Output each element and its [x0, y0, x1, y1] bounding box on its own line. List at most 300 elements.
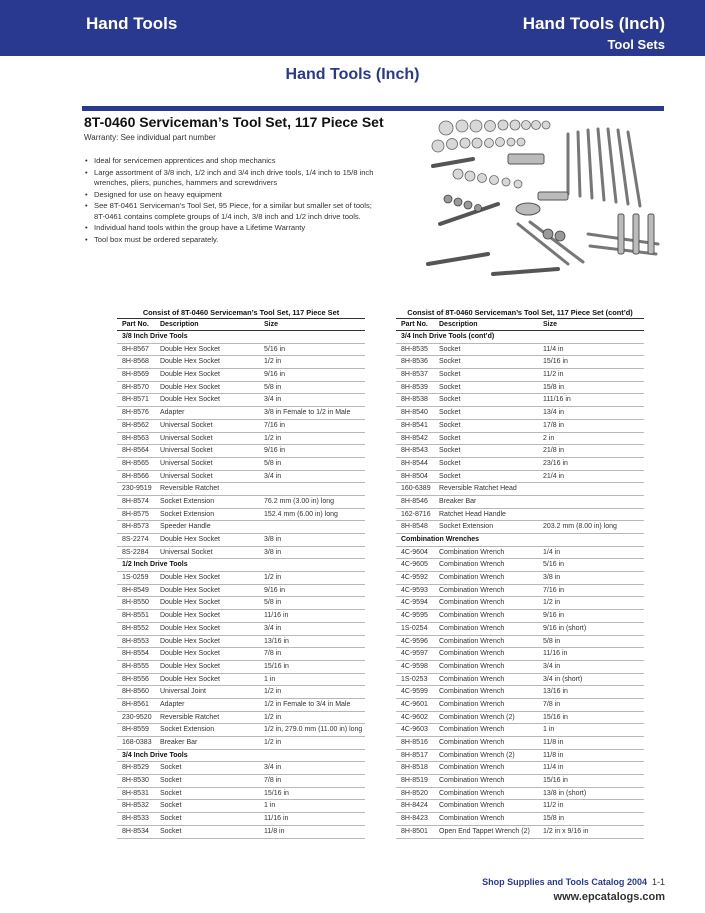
table-row	[117, 433, 365, 446]
description-cell: Universal Socket	[160, 548, 213, 556]
size-cell: 5/16 in	[543, 561, 565, 569]
part-number-cell: 8H-8517	[401, 751, 428, 759]
table-row	[396, 724, 644, 737]
size-cell: 21/4 in	[543, 472, 565, 480]
table-header	[117, 319, 365, 331]
table-row	[396, 471, 644, 484]
table-row	[396, 775, 644, 788]
description-cell: Combination Wrench	[439, 764, 505, 772]
part-number-cell: 4C-9602	[401, 713, 428, 721]
description-cell: Socket	[439, 409, 461, 417]
table-row	[396, 344, 644, 357]
size-cell: 3/8 in	[543, 574, 561, 582]
part-number-cell: 4C-9598	[401, 662, 428, 670]
part-number-cell: 8H-8520	[401, 789, 428, 797]
size-cell: 1/4 in	[543, 548, 561, 556]
table-row	[396, 356, 644, 369]
description-cell: Breaker Bar	[439, 497, 477, 505]
size-cell: 13/16 in	[264, 637, 289, 645]
size-cell: 11/2 in	[543, 371, 564, 379]
size-cell: 1 in	[543, 726, 555, 734]
description-cell: Universal Socket	[160, 447, 213, 455]
part-number-cell: 8H-8562	[122, 421, 149, 429]
description-cell: Universal Joint	[160, 688, 206, 696]
table-row	[117, 661, 365, 674]
table-row	[117, 724, 365, 737]
size-cell: 15/16 in	[543, 713, 568, 721]
column-header-part-no: Part No.	[122, 321, 149, 328]
description-cell: Double Hex Socket	[160, 358, 220, 366]
description-cell: Double Hex Socket	[160, 345, 220, 353]
description-cell: Socket	[439, 434, 461, 442]
table-row	[396, 458, 644, 471]
table-row	[396, 369, 644, 382]
feature-item: • See 8T-0461 Serviceman’s Tool Set, 95 Piece, for a similar but smaller set of tools; 8T-0461 contains complete groups of 1/4 inch, 3/8 inch and 1/2 inch drive tools.	[84, 201, 384, 222]
group-label: Combination Wrenches	[401, 536, 480, 543]
description-cell: Double Hex Socket	[160, 599, 220, 607]
table-row	[396, 800, 644, 813]
description-cell: Reversible Ratchet Head	[439, 485, 517, 493]
size-cell: 3/4 in	[264, 624, 282, 632]
table-row	[117, 496, 365, 509]
size-cell: 3/8 in Female to 1/2 in Male	[264, 409, 351, 417]
size-cell: 1/2 in Female to 3/4 in Male	[264, 700, 351, 708]
part-number-cell: 1S-0259	[122, 574, 149, 582]
part-number-cell: 8H-8543	[401, 447, 428, 455]
size-cell: 11/16 in	[264, 815, 289, 823]
table-row	[117, 509, 365, 522]
table-caption: Consist of 8T-0460 Serviceman’s Tool Set, 117 Piece Set (cont’d)	[396, 306, 644, 319]
part-number-cell: 4C-9596	[401, 637, 428, 645]
part-number-cell: 8H-8550	[122, 599, 149, 607]
part-number-cell: 4C-9595	[401, 612, 428, 620]
size-cell: 7/8 in	[543, 700, 561, 708]
size-cell: 3/4 in	[264, 764, 282, 772]
part-number-cell: 8H-8544	[401, 459, 428, 467]
table-row	[117, 394, 365, 407]
description-cell: Adapter	[160, 409, 185, 417]
description-cell: Combination Wrench	[439, 586, 505, 594]
size-cell: 9/16 in	[543, 612, 565, 620]
size-cell: 9/16 in	[264, 447, 286, 455]
size-cell	[264, 483, 365, 495]
size-cell: 15/16 in	[543, 358, 568, 366]
size-cell: 5/8 in	[264, 599, 282, 607]
part-number-cell: 4C-9593	[401, 586, 428, 594]
description-cell: Socket Extension	[439, 523, 494, 531]
size-cell: 11/4 in	[543, 764, 564, 772]
table-row	[117, 762, 365, 775]
size-cell: 1/2 in	[264, 739, 282, 746]
description-cell: Combination Wrench	[439, 700, 505, 708]
part-number-cell: 8H-8571	[122, 396, 149, 404]
size-cell	[264, 521, 365, 533]
table-row	[117, 534, 365, 547]
table-row	[117, 585, 365, 598]
table-row	[117, 737, 365, 750]
part-number-cell: 8S-2274	[122, 536, 149, 543]
description-cell: Double Hex Socket	[160, 383, 220, 391]
size-cell: 11/16 in	[543, 650, 568, 658]
heading-rule	[82, 106, 664, 111]
description-cell: Combination Wrench	[439, 789, 505, 797]
description-cell: Double Hex Socket	[160, 536, 220, 543]
description-cell: Socket	[160, 777, 182, 785]
part-number-cell: 230-9519	[122, 485, 152, 493]
description-cell: Socket	[439, 459, 461, 467]
size-cell: 15/8 in	[543, 383, 565, 391]
description-cell: Universal Socket	[160, 459, 213, 467]
footer-catalog	[482, 877, 665, 887]
table-row	[117, 813, 365, 826]
table-row	[117, 597, 365, 610]
table-row	[396, 762, 644, 775]
part-number-cell: 8H-8516	[401, 739, 428, 746]
part-number-cell: 8H-8533	[122, 815, 149, 823]
description-cell: Double Hex Socket	[160, 586, 220, 594]
table-group-row	[117, 331, 365, 344]
table-row	[396, 433, 644, 446]
size-cell: 9/16 in (short)	[543, 624, 587, 632]
part-number-cell: 8H-8424	[401, 802, 428, 810]
description-cell: Combination Wrench (2)	[439, 713, 515, 721]
description-cell: Double Hex Socket	[160, 612, 220, 620]
banner-right-subtitle: Tool Sets	[607, 37, 665, 52]
description-cell: Socket	[439, 396, 461, 404]
part-number-cell: 8H-8551	[122, 612, 149, 620]
part-number-cell: 8H-8538	[401, 396, 428, 404]
size-cell: 203.2 mm (8.00 in) long	[543, 523, 617, 531]
part-number-cell: 8H-8573	[122, 523, 149, 531]
table-row	[117, 420, 365, 433]
table-row	[117, 445, 365, 458]
description-cell: Combination Wrench	[439, 675, 505, 683]
table-row	[396, 826, 644, 839]
size-cell: 1/2 in	[264, 434, 282, 442]
table-row	[117, 826, 365, 839]
size-cell: 1/2 in	[543, 599, 561, 607]
size-cell: 11/8 in	[543, 739, 564, 746]
part-number-cell: 4C-9597	[401, 650, 428, 658]
size-cell: 1/2 in x 9/16 in	[543, 827, 589, 835]
description-cell: Double Hex Socket	[160, 624, 220, 632]
description-cell: Combination Wrench (2)	[439, 751, 515, 759]
description-cell: Open End Tappet Wrench (2)	[439, 827, 530, 835]
column-header-description: Description	[160, 321, 199, 328]
table-row	[117, 712, 365, 725]
description-cell: Socket	[439, 358, 461, 366]
description-cell: Combination Wrench	[439, 739, 505, 746]
table-row	[117, 483, 365, 496]
table-group-row	[396, 331, 644, 344]
part-number-cell: 1S-0254	[401, 624, 428, 632]
part-number-cell: 1S-0253	[401, 675, 428, 683]
part-number-cell: 8H-8559	[122, 726, 149, 734]
size-cell: 152.4 mm (6.00 in) long	[264, 510, 338, 518]
column-header-description: Description	[439, 321, 478, 328]
description-cell: Socket	[160, 827, 182, 835]
part-number-cell: 8H-8529	[122, 764, 149, 772]
table-row	[117, 382, 365, 395]
table-row	[117, 674, 365, 687]
part-number-cell: 8H-8531	[122, 789, 149, 797]
table-row	[396, 623, 644, 636]
group-label: 3/4 Inch Drive Tools	[122, 751, 188, 759]
size-cell: 7/16 in	[264, 421, 286, 429]
table-row	[396, 521, 644, 534]
part-number-cell: 8H-8542	[401, 434, 428, 442]
group-label: 1/2 Inch Drive Tools	[122, 561, 188, 569]
banner-right-title: Hand Tools (Inch)	[522, 14, 665, 33]
table-group-row	[117, 750, 365, 763]
size-cell: 5/16 in	[264, 345, 286, 353]
part-number-cell: 168-0383	[122, 739, 152, 746]
table-row	[396, 509, 644, 522]
description-cell: Combination Wrench	[439, 624, 505, 632]
table-row	[396, 483, 644, 496]
header-banner	[0, 0, 705, 56]
size-cell	[543, 483, 644, 495]
description-cell: Socket	[439, 383, 461, 391]
part-number-cell: 8H-8567	[122, 345, 149, 353]
table-row	[117, 572, 365, 585]
part-number-cell: 8H-8423	[401, 815, 428, 823]
size-cell: 13/4 in	[543, 409, 565, 417]
description-cell: Double Hex Socket	[160, 675, 220, 683]
table-row	[396, 585, 644, 598]
table-row	[117, 471, 365, 484]
table-row	[396, 648, 644, 661]
part-number-cell: 8H-8519	[401, 777, 428, 785]
size-cell: 3/8 in	[264, 536, 282, 543]
size-cell: 13/8 in (short)	[543, 789, 587, 797]
part-number-cell: 8H-8556	[122, 675, 149, 683]
size-cell: 15/16 in	[264, 789, 289, 797]
part-number-cell: 8H-8555	[122, 662, 149, 670]
feature-item: • Designed for use on heavy equipment	[84, 190, 384, 201]
description-cell: Socket	[160, 802, 182, 810]
part-number-cell: 4C-9603	[401, 726, 428, 734]
size-cell: 1/2 in, 279.0 mm (11.00 in) long	[264, 726, 363, 734]
table-row	[396, 674, 644, 687]
part-number-cell: 8H-8539	[401, 383, 428, 391]
feature-list	[84, 156, 384, 246]
size-cell: 3/4 in	[264, 396, 282, 404]
part-number-cell: 8H-8548	[401, 523, 428, 531]
description-cell: Socket Extension	[160, 510, 215, 518]
description-cell: Reversible Ratchet	[160, 713, 220, 721]
size-cell: 3/4 in (short)	[543, 675, 583, 683]
size-cell: 9/16 in	[264, 586, 286, 594]
size-cell: 1/2 in	[264, 713, 282, 721]
feature-item: • Large assortment of 3/8 inch, 1/2 inch and 3/4 inch drive tools, 1/4 inch to 15/8 inch wrenches, pliers, punches, hammers and screwdrivers	[84, 168, 384, 189]
size-cell: 21/8 in	[543, 447, 565, 455]
table-row	[117, 356, 365, 369]
part-number-cell: 8H-8501	[401, 827, 428, 835]
part-number-cell: 8H-8563	[122, 434, 149, 442]
table-row	[396, 496, 644, 509]
table-body	[117, 331, 365, 839]
description-cell: Speeder Handle	[160, 523, 211, 531]
size-cell: 17/8 in	[543, 421, 565, 429]
description-cell: Reversible Ratchet	[160, 485, 220, 493]
description-cell: Double Hex Socket	[160, 650, 220, 658]
section-heading: Hand Tools (Inch)	[285, 66, 420, 83]
description-cell: Socket	[439, 421, 461, 429]
part-number-cell: 8S-2284	[122, 548, 149, 556]
part-number-cell: 230-9520	[122, 713, 152, 721]
size-cell	[543, 496, 644, 508]
description-cell: Socket Extension	[160, 497, 215, 505]
part-number-cell: 8H-8565	[122, 459, 149, 467]
description-cell: Socket	[160, 764, 182, 772]
watermark: www.epcatalogs.com	[553, 891, 665, 903]
part-number-cell: 4C-9592	[401, 574, 428, 582]
description-cell: Double Hex Socket	[160, 637, 220, 645]
part-number-cell: 8H-8532	[122, 802, 149, 810]
size-cell: 5/8 in	[543, 637, 561, 645]
description-cell: Combination Wrench	[439, 815, 505, 823]
table-caption: Consist of 8T-0460 Serviceman’s Tool Set, 117 Piece Set	[117, 306, 365, 319]
table-row	[396, 382, 644, 395]
description-cell: Double Hex Socket	[160, 574, 220, 582]
part-number-cell: 4C-9604	[401, 548, 428, 556]
table-row	[396, 597, 644, 610]
size-cell: 23/16 in	[543, 459, 568, 467]
size-cell: 7/8 in	[264, 650, 282, 658]
tool-set-photo	[418, 114, 666, 282]
footer-catalog-name: Shop Supplies and Tools Catalog	[482, 877, 625, 887]
size-cell: 2 in	[543, 434, 555, 442]
table-row	[396, 445, 644, 458]
description-cell: Breaker Bar	[160, 739, 198, 746]
footer-year: 2004	[626, 877, 647, 887]
description-cell: Combination Wrench	[439, 612, 505, 620]
table-row	[396, 407, 644, 420]
description-cell: Combination Wrench	[439, 688, 505, 696]
table-group-row	[396, 534, 644, 547]
feature-item: • Ideal for servicemen apprentices and shop mechanics	[84, 156, 384, 167]
description-cell: Combination Wrench	[439, 599, 505, 607]
description-cell: Socket	[160, 789, 182, 797]
size-cell: 11/8 in	[264, 827, 285, 835]
table-row	[396, 559, 644, 572]
size-cell: 1/2 in	[264, 574, 282, 582]
feature-item: • Tool box must be ordered separately.	[84, 235, 384, 246]
size-cell: 3/8 in	[264, 548, 282, 556]
size-cell: 15/16 in	[543, 777, 568, 785]
table-row	[117, 775, 365, 788]
part-number-cell: 8H-8569	[122, 371, 149, 379]
size-cell: 1/2 in	[264, 358, 282, 366]
description-cell: Socket Extension	[160, 726, 215, 734]
part-number-cell: 8H-8553	[122, 637, 149, 645]
column-header-size: Size	[543, 321, 558, 328]
part-number-cell: 8H-8546	[401, 497, 428, 505]
size-cell: 15/16 in	[264, 662, 289, 670]
table-row	[396, 737, 644, 750]
size-cell: 3/4 in	[543, 662, 561, 670]
table-row	[396, 394, 644, 407]
table-row	[117, 369, 365, 382]
size-cell: 7/16 in	[543, 586, 565, 594]
size-cell: 5/8 in	[264, 383, 282, 391]
part-number-cell: 8H-8518	[401, 764, 428, 772]
table-header	[396, 319, 644, 331]
part-number-cell: 162-8716	[401, 510, 431, 518]
banner-left-title: Hand Tools	[86, 14, 178, 33]
size-cell: 1 in	[264, 675, 276, 683]
part-number-cell: 8H-8552	[122, 624, 149, 632]
description-cell: Universal Socket	[160, 421, 213, 429]
table-row	[396, 610, 644, 623]
table-row	[117, 623, 365, 636]
table-row	[117, 610, 365, 623]
warranty-note: Warranty: See individual part number	[84, 133, 216, 142]
description-cell: Socket	[439, 447, 461, 455]
description-cell: Socket	[439, 345, 461, 353]
description-cell: Double Hex Socket	[160, 396, 220, 404]
table-row	[396, 699, 644, 712]
description-cell: Combination Wrench	[439, 637, 505, 645]
table-row	[396, 420, 644, 433]
part-number-cell: 8H-8576	[122, 409, 149, 417]
part-number-cell: 8H-8535	[401, 345, 428, 353]
table-row	[117, 788, 365, 801]
description-cell: Universal Socket	[160, 434, 213, 442]
part-number-cell: 8H-8540	[401, 409, 428, 417]
description-cell: Combination Wrench	[439, 777, 505, 785]
table-row	[117, 686, 365, 699]
column-header-part-no: Part No.	[401, 321, 428, 328]
part-number-cell: 8H-8530	[122, 777, 149, 785]
table-row	[396, 813, 644, 826]
table-row	[396, 572, 644, 585]
size-cell: 13/16 in	[543, 688, 568, 696]
part-number-cell: 8H-8575	[122, 510, 149, 518]
part-number-cell: 8H-8560	[122, 688, 149, 696]
table-row	[117, 699, 365, 712]
size-cell: 11/2 in	[543, 802, 564, 810]
part-number-cell: 8H-8549	[122, 586, 149, 594]
page-number: 1-1	[651, 877, 665, 887]
table-row	[396, 712, 644, 725]
part-number-cell: 8H-8541	[401, 421, 428, 429]
part-number-cell: 8H-8537	[401, 371, 428, 379]
table-group-row	[117, 559, 365, 572]
table-row	[396, 636, 644, 649]
size-cell: 11/4 in	[543, 345, 564, 353]
table-row	[117, 636, 365, 649]
description-cell: Adapter	[160, 700, 185, 708]
table-row	[396, 750, 644, 763]
size-cell: 76.2 mm (3.00 in) long	[264, 497, 335, 505]
part-number-cell: 8H-8554	[122, 650, 149, 658]
part-number-cell: 4C-9599	[401, 688, 428, 696]
description-cell: Combination Wrench	[439, 650, 505, 658]
size-cell: 5/8 in	[264, 459, 282, 467]
part-number-cell: 8H-8566	[122, 472, 149, 480]
description-cell: Combination Wrench	[439, 561, 505, 569]
part-number-cell: 4C-9605	[401, 561, 428, 569]
size-cell	[543, 509, 644, 521]
feature-item: • Individual hand tools within the group have a Lifetime Warranty	[84, 223, 384, 234]
table-row	[396, 788, 644, 801]
size-cell: 11/16 in	[264, 612, 289, 620]
part-number-cell: 8H-8534	[122, 827, 149, 835]
description-cell: Combination Wrench	[439, 548, 505, 556]
table-row	[117, 547, 365, 560]
